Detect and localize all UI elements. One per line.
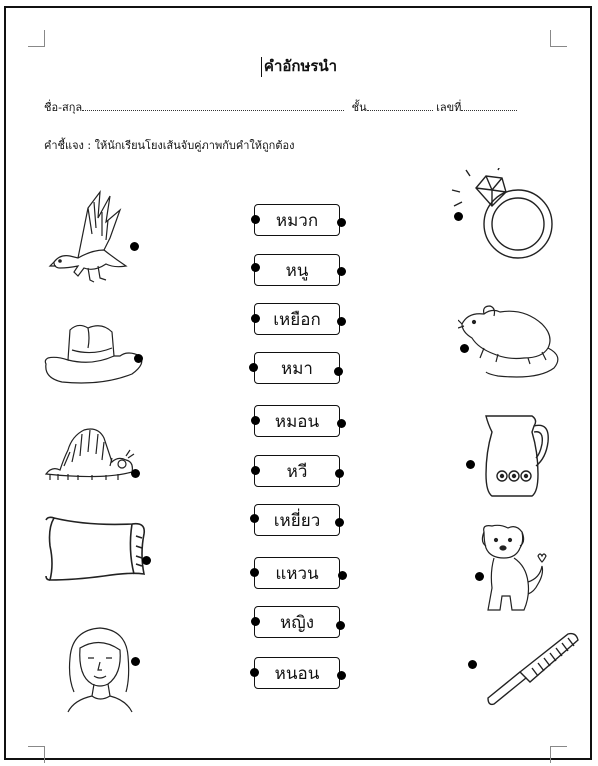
name-field[interactable] xyxy=(82,100,344,111)
jug-picture xyxy=(482,412,552,500)
word-box: หนู xyxy=(254,254,340,286)
picture-dot-woman[interactable] xyxy=(131,657,140,666)
word-dot-left[interactable] xyxy=(250,514,259,523)
word-dot-left[interactable] xyxy=(251,617,260,626)
word-dot-right[interactable] xyxy=(337,218,346,227)
caterpillar-picture xyxy=(42,422,142,482)
word-box: เหยือก xyxy=(254,303,340,335)
page-title-text: คำอักษรนำ xyxy=(263,57,338,75)
word-dot-right[interactable] xyxy=(337,317,346,326)
word-dot-right[interactable] xyxy=(337,419,346,428)
word-box: หมวก xyxy=(254,204,340,236)
pillow-picture xyxy=(44,514,150,584)
text-cursor xyxy=(261,57,262,77)
picture-dot-jug[interactable] xyxy=(466,460,475,469)
corner-mark-bottom-right xyxy=(550,746,567,763)
comb-picture xyxy=(484,628,582,708)
word-box: หมอน xyxy=(254,405,340,437)
word-dot-right[interactable] xyxy=(336,621,345,630)
picture-dot-pillow[interactable] xyxy=(142,556,151,565)
picture-dot-dog[interactable] xyxy=(475,572,484,581)
dog-picture xyxy=(480,522,552,614)
word-box: แหวน xyxy=(254,557,340,589)
picture-dot-ring[interactable] xyxy=(454,212,463,221)
number-label: เลขที่ xyxy=(436,101,462,114)
word-dot-left[interactable] xyxy=(251,466,260,475)
mouse-picture xyxy=(458,304,566,384)
word-dot-right[interactable] xyxy=(338,571,347,580)
corner-mark-top-right xyxy=(550,30,567,47)
class-label: ชั้น xyxy=(351,101,367,114)
word-box: เหยี่ยว xyxy=(254,504,340,536)
name-label: ชื่อ-สกุล xyxy=(44,101,83,114)
word-box: หมา xyxy=(254,352,340,384)
word-dot-left[interactable] xyxy=(250,568,259,577)
number-field[interactable] xyxy=(461,100,517,111)
word-box: หนอน xyxy=(254,657,340,689)
word-dot-left[interactable] xyxy=(251,416,260,425)
word-dot-left[interactable] xyxy=(251,314,260,323)
word-dot-right[interactable] xyxy=(334,367,343,376)
picture-dot-hat[interactable] xyxy=(134,354,143,363)
word-dot-right[interactable] xyxy=(335,518,344,527)
hat-picture xyxy=(42,320,146,386)
corner-mark-bottom-left xyxy=(28,746,45,763)
picture-dot-caterpillar[interactable] xyxy=(131,469,140,478)
word-box: หวี xyxy=(254,455,340,487)
word-dot-right[interactable] xyxy=(335,469,344,478)
word-dot-left[interactable] xyxy=(249,363,258,372)
class-field[interactable] xyxy=(367,100,433,111)
word-dot-left[interactable] xyxy=(251,215,260,224)
page-title xyxy=(0,54,598,78)
word-dot-left[interactable] xyxy=(251,263,260,272)
student-info-line xyxy=(44,98,517,116)
picture-dot-eagle[interactable] xyxy=(130,242,139,251)
eagle-picture xyxy=(48,188,132,288)
picture-dot-comb[interactable] xyxy=(468,660,477,669)
corner-mark-top-left xyxy=(28,30,45,47)
woman-picture xyxy=(64,622,136,716)
word-dot-right[interactable] xyxy=(337,671,346,680)
word-dot-right[interactable] xyxy=(337,267,346,276)
word-box: หญิง xyxy=(254,606,340,638)
word-dot-left[interactable] xyxy=(250,668,259,677)
picture-dot-mouse[interactable] xyxy=(460,344,469,353)
instruction-text: คำชี้แจง : ให้นักเรียนโยงเส้นจับคู่ภาพกับคำให้ถูกต้อง xyxy=(44,139,295,152)
